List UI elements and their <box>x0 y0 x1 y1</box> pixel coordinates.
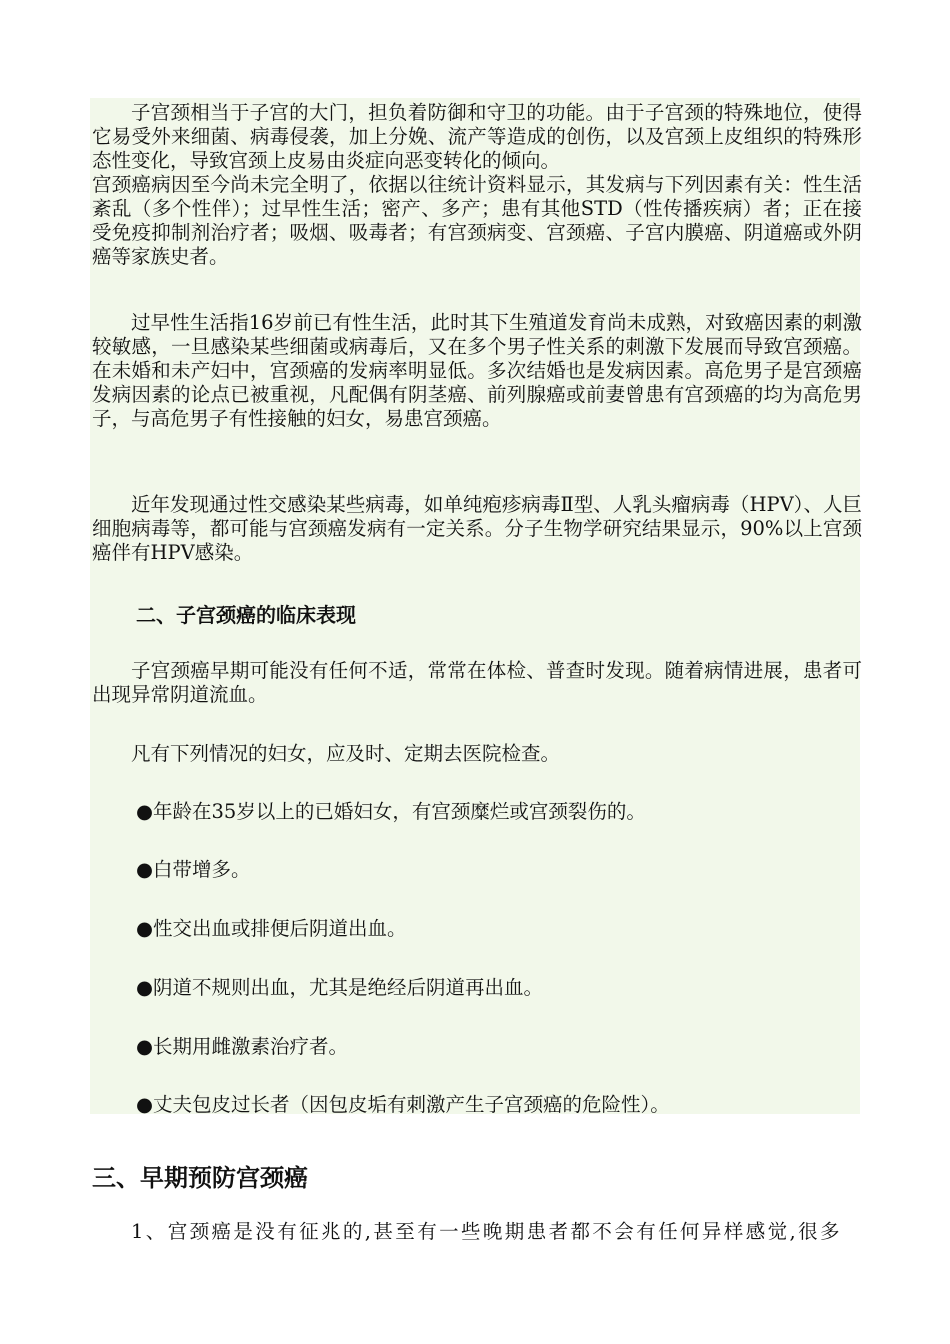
paragraph-early-symptoms: 子宫颈癌早期可能没有任何不适，常常在体检、普查时发现。随着病情进展，患者可出现异常阴道流血。 <box>92 659 862 706</box>
paragraph-checkup-advice: 凡有下列情况的妇女，应及时、定期去医院检查。 <box>131 742 561 765</box>
paragraph-no-symptoms: 1、宫颈癌是没有征兆的,甚至有一些晚期患者都不会有任何异样感觉,很多 <box>131 1220 842 1243</box>
list-item: ●丈夫包皮过长者（因包皮垢有刺激产生子宫颈癌的危险性）。 <box>136 1093 670 1116</box>
list-item: ●年龄在35岁以上的已婚妇女，有宫颈糜烂或宫颈裂伤的。 <box>136 800 646 823</box>
paragraph-early-sex: 过早性生活指16岁前已有性生活，此时其下生殖道发育尚未成熟，对致癌因素的刺激较敏感，一旦感染某些细菌或病毒后，又在多个男子性关系的刺激下发展而导致宫颈癌。在未婚和未产妇中，宫颈癌的发病率明显低。多次结婚也是发病因素。高危男子是宫颈癌发病因素的论点已被重视，凡配偶有阴茎癌、前列腺癌或前妻曾患有宫颈癌的均为高危男子，与高危男子有性接触的妇女，易患宫颈癌。 <box>92 311 862 430</box>
list-item: ●性交出血或排便后阴道出血。 <box>136 917 407 940</box>
paragraph-causes: 宫颈癌病因至今尚未完全明了，依据以往统计资料显示，其发病与下列因素有关：性生活紊乱（多个性伴）；过早性生活；密产、多产；患有其他STD（性传播疾病）者；正在接受免疫抑制剂治疗者；吸烟、吸毒者；有宫颈病变、宫颈癌、子宫内膜癌、阴道癌或外阴癌等家族史者。 <box>92 173 862 268</box>
paragraph-cervix-function: 子宫颈相当于子宫的大门，担负着防御和守卫的功能。由于子宫颈的特殊地位，使得它易受外来细菌、病毒侵袭，加上分娩、流产等造成的创伤，以及宫颈上皮组织的特殊形态性变化，导致宫颈上皮易由炎症向恶变转化的倾向。 <box>92 101 862 172</box>
list-item: ●白带增多。 <box>136 858 251 881</box>
paragraph-virus: 近年发现通过性交感染某些病毒，如单纯疱疹病毒Ⅱ型、人乳头瘤病毒（HPV）、人巨细胞病毒等，都可能与宫颈癌发病有一定关系。分子生物学研究结果显示，90%以上宫颈癌伴有HPV感染。 <box>92 493 862 564</box>
section-heading-prevention: 三、早期预防宫颈癌 <box>92 1164 308 1192</box>
list-item: ●长期用雌激素治疗者。 <box>136 1035 349 1058</box>
section-heading-clinical: 二、子宫颈癌的临床表现 <box>136 603 356 627</box>
list-item: ●阴道不规则出血，尤其是绝经后阴道再出血。 <box>136 976 544 999</box>
